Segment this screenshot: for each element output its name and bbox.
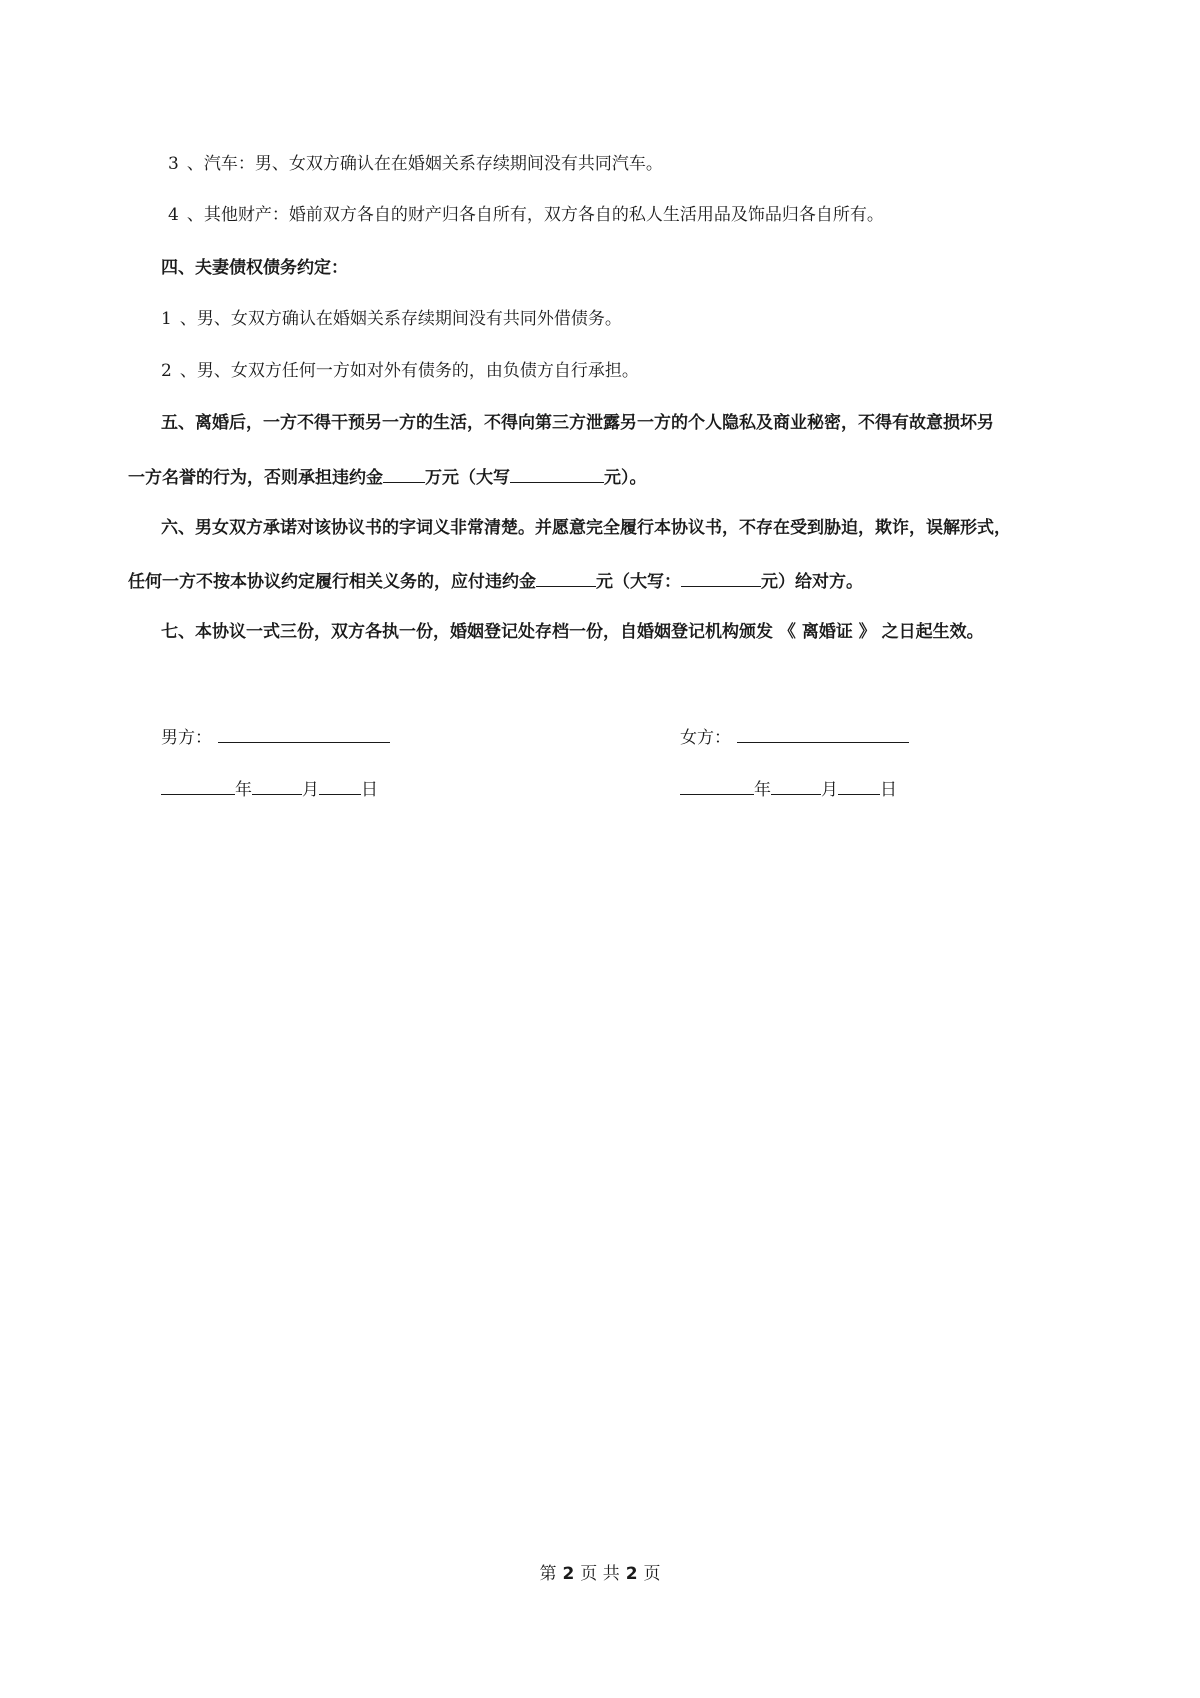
page-footer: [0, 1562, 1200, 1586]
month-label: 月: [302, 780, 319, 800]
male-label: 男方：: [161, 728, 212, 748]
section7-text: 七、本协议一式三份，双方各执一份，婚姻登记处存档一份，自婚姻登记机构颁发 《 离婚证 》 之日起生效。: [161, 622, 984, 642]
item-number: 3: [168, 154, 179, 174]
month-blank[interactable]: [771, 776, 821, 795]
section6-text-c: 元）给对方。: [761, 572, 863, 592]
month-blank[interactable]: [252, 776, 302, 795]
item-number: 2: [161, 361, 172, 381]
year-blank[interactable]: [161, 776, 235, 795]
section5-text-b: 万元（大写: [425, 468, 510, 488]
section4-heading: 四、夫妻债权债务约定：: [161, 258, 348, 278]
item-text: 、男、女双方确认在婚姻关系存续期间没有共同外借债务。: [179, 309, 622, 329]
female-label: 女方：: [680, 728, 731, 748]
female-date: [680, 776, 897, 802]
year-label: 年: [235, 780, 252, 800]
section4-item1: [161, 307, 622, 331]
item-other-property: [168, 203, 884, 227]
section5-text-a: 一方名誉的行为，否则承担违约金: [128, 468, 383, 488]
footer-middle: 页 共: [580, 1564, 620, 1584]
day-label: 日: [880, 780, 897, 800]
section6-text-a: 任何一方不按本协议约定履行相关义务的，应付违约金: [128, 572, 536, 592]
year-blank[interactable]: [680, 776, 754, 795]
section4-item2: [161, 359, 639, 383]
item-car: [168, 152, 663, 176]
footer-suffix: 页: [643, 1564, 661, 1584]
page-number: 2: [562, 1564, 575, 1584]
item-text: 、男、女双方任何一方如对外有债务的，由负债方自行承担。: [179, 361, 639, 381]
female-signature-blank[interactable]: [737, 724, 909, 743]
item-text: 、汽车：男、女双方确认在在婚姻关系存续期间没有共同汽车。: [186, 154, 663, 174]
item-number: 1: [161, 309, 172, 329]
section5-line1: 五、离婚后，一方不得干预另一方的生活，不得向第三方泄露另一方的个人隐私及商业秘密，不得有故意损坏另: [161, 413, 994, 433]
day-blank[interactable]: [319, 776, 361, 795]
item-text: 、其他财产：婚前双方各自的财产归各自所有，双方各自的私人生活用品及饰品归各自所有。: [186, 205, 884, 225]
item-number: 4: [168, 205, 179, 225]
section6-line1: 六、男女双方承诺对该协议书的字词义非常清楚。并愿意完全履行本协议书，不存在受到胁迫，欺诈，误解形式，: [161, 518, 1011, 538]
female-signature: [680, 724, 909, 750]
liquidated-damages-blank[interactable]: [536, 568, 596, 587]
day-blank[interactable]: [838, 776, 880, 795]
liquidated-damages-capital-blank[interactable]: [681, 568, 761, 587]
section5-text-c: 元）。: [604, 468, 647, 488]
total-pages: 2: [625, 1564, 638, 1584]
penalty-amount-capital-blank[interactable]: [510, 464, 604, 483]
section6-text-b: 元（大写：: [596, 572, 681, 592]
day-label: 日: [361, 780, 378, 800]
male-signature: [161, 724, 390, 750]
penalty-amount-blank[interactable]: [383, 464, 425, 483]
male-date: [161, 776, 378, 802]
footer-prefix: 第: [539, 1564, 557, 1584]
section5-line2: [128, 464, 647, 490]
male-signature-blank[interactable]: [218, 724, 390, 743]
year-label: 年: [754, 780, 771, 800]
month-label: 月: [821, 780, 838, 800]
section6-line2: [128, 568, 863, 594]
